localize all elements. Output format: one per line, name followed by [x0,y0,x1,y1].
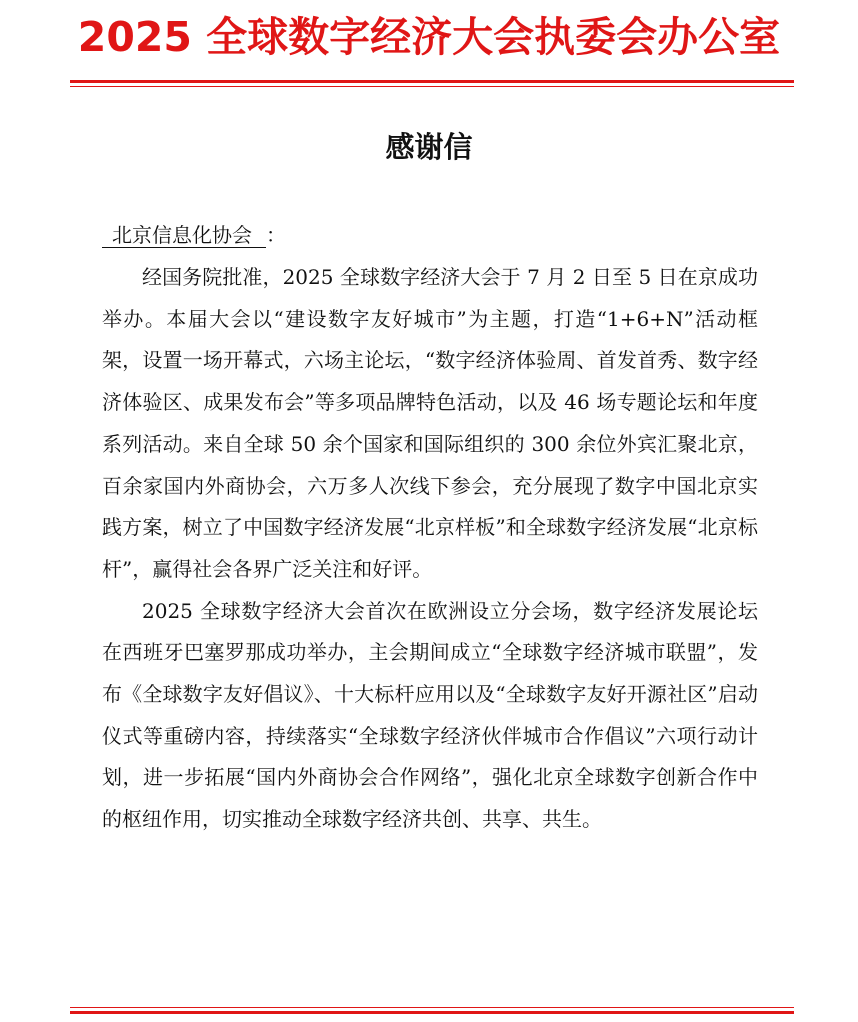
document-title: 感谢信 [385,130,473,164]
letter-body [102,257,758,841]
footer-rule-thin [70,1007,794,1008]
salutation-colon: ： [266,223,286,247]
footer-rule-thick [70,1011,794,1014]
salutation [102,214,286,256]
letterhead-rule-thick [70,80,794,83]
body-paragraph-1: 经国务院批准，2025 全球数字经济大会于 7 月 2 日至 5 日在京成功举办。本届大会以“建设数字友好城市”为主题，打造“1+6+N”活动框架，设置一场开幕式，六场主论坛，“数字经济体验周、首发首秀、数字经济体验区、成果发布会”等多项品牌特色活动，以及 46 场专题论坛和年度系列活动。来自全球 50 余个国家和国际组织的 300 余位外宾汇聚北京，百余家国内外商协会，六万多人次线下参会，充分展现了数字中国北京实践方案，树立了中国数字经济发展“北京样板”和全球数字经济发展“北京标杆”，赢得社会各界广泛关注和好评。 [102,265,758,581]
body-paragraph-2: 2025 全球数字经济大会首次在欧洲设立分会场，数字经济发展论坛在西班牙巴塞罗那成功举办，主会期间成立“全球数字经济城市联盟”，发布《全球数字友好倡议》、十大标杆应用以及“全球数字友好开源社区”启动仪式等重磅内容，持续落实“全球数字经济伙伴城市合作倡议”六项行动计划，进一步拓展“国内外商协会合作网络”，强化北京全球数字创新合作中的枢纽作用，切实推动全球数字经济共创、共享、共生。 [102,598,758,832]
letterhead-org-name: 2025 全球数字经济大会执委会办公室 [77,13,781,61]
recipient-name: 北京信息化协会 [102,223,266,248]
letterhead-rule-thin [70,86,794,87]
